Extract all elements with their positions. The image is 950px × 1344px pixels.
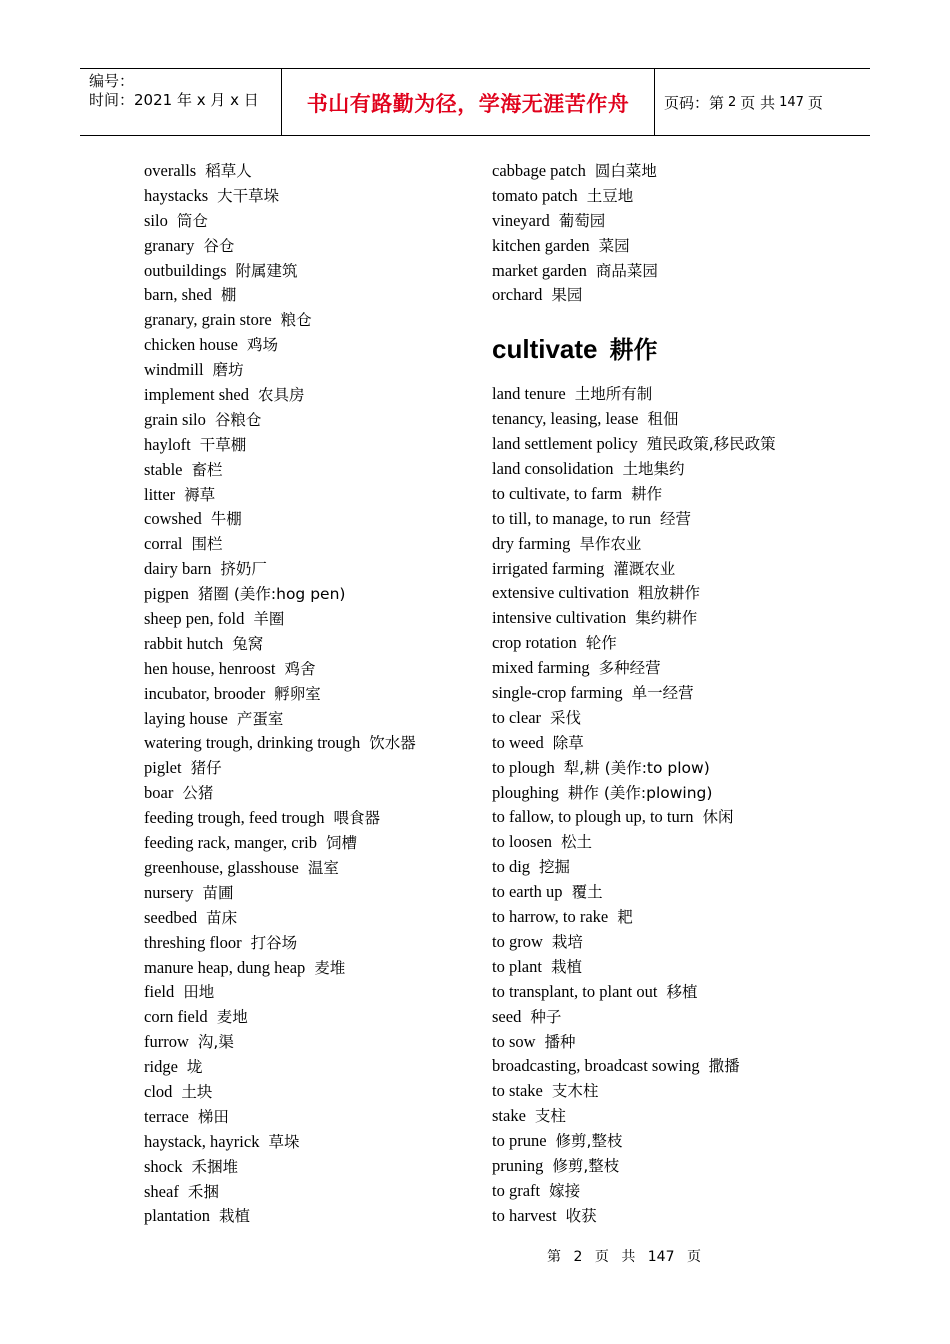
vocab-chinese: 粮仓 [280,311,312,330]
vocab-entry [144,308,474,333]
vocab-english: hayloft [144,434,191,454]
page-suffix: 页 [807,93,823,112]
vocab-english: outbuildings [144,260,227,280]
vocab-chinese: 土地集约 [622,460,685,479]
vocab-entry [492,1054,852,1079]
vocab-english: watering trough, drinking trough [144,733,361,753]
vocab-chinese: 干草棚 [199,435,247,454]
vocab-chinese: 菜园 [598,236,630,255]
vocab-chinese: 附属建筑 [235,261,298,280]
vocab-chinese: 温室 [307,858,339,877]
vocab-entry [144,1204,474,1229]
vocab-entry [492,432,852,457]
vocab-english: hen house, henroost [144,658,276,678]
vocab-chinese: 土豆地 [586,186,634,205]
vocab-english: barn, shed [144,285,212,305]
vocab-entry [492,1005,852,1030]
vocab-entry [492,631,852,656]
vocab-english: to harrow, to rake [492,907,609,927]
header-motto-cell [282,69,655,135]
header-page-total: 147 [779,94,804,110]
vocab-entry [492,955,852,980]
vocab-entry [144,209,474,234]
vocab-entry [144,1080,474,1105]
vocab-chinese: 灌溉农业 [613,559,676,578]
vocab-english: ridge [144,1057,178,1077]
vocab-entry [144,781,474,806]
vocab-english: field [144,982,175,1002]
vocab-entry [492,1179,852,1204]
vocab-entry [144,458,474,483]
vocab-english: to weed [492,732,544,752]
vocab-chinese: 羊圈 [253,610,285,629]
vocab-chinese: 大干草垛 [217,186,280,205]
vocab-english: ploughing [492,782,559,802]
vocab-english: to fallow, to plough up, to turn [492,807,694,827]
page-prefix: 页码：第 [664,93,725,112]
vocab-chinese: 挤奶厂 [220,560,267,579]
vocab-chinese: 麦地 [216,1008,248,1027]
vocab-entry [492,731,852,756]
vocab-chinese: 沟,渠 [197,1033,234,1052]
vocab-english: vineyard [492,210,550,230]
vocab-chinese: 褥草 [184,485,216,504]
vocab-chinese: 商品菜园 [595,261,658,280]
vocab-entry [144,1005,474,1030]
vocab-chinese: 禾捆 [187,1182,219,1201]
vocab-english: to till, to manage, to run [492,508,652,528]
vocab-english: furrow [144,1032,189,1052]
vocab-english: to graft [492,1180,541,1200]
vocab-english: land tenure [492,384,566,404]
footer-page-number: 2 [573,1249,583,1265]
vocab-chinese: 轮作 [585,634,617,653]
vocab-entry [144,980,474,1005]
vocab-english: intensive cultivation [492,608,627,628]
vocab-entry [144,806,474,831]
vocab-english: crop rotation [492,633,577,653]
vocab-chinese: 修剪,整枝 [555,1132,623,1151]
vocab-entry [144,657,474,682]
vocab-entry [144,1030,474,1055]
header-motto: 书山有路勤为径，学海无涯苦作舟 [306,92,630,116]
vocab-entry [492,880,852,905]
vocab-entry [492,1104,852,1129]
vocab-chinese: 挖掘 [539,858,571,877]
vocab-english: chicken house [144,335,238,355]
vocab-chinese: 圆白菜地 [594,162,657,180]
vocab-english: grain silo [144,409,206,429]
vocab-chinese: 支柱 [534,1107,566,1126]
vocab-english: kitchen garden [492,235,590,255]
vocab-chinese: 撒播 [708,1057,740,1076]
vocab-english: sheep pen, fold [144,609,245,629]
vocab-chinese: 麦堆 [314,958,346,977]
vocab-chinese: 围栏 [191,535,223,554]
vocab-entry [492,581,852,606]
vocab-chinese: 栽植 [550,957,582,976]
vocab-english: corn field [144,1007,208,1027]
footer-di: 第 [547,1249,562,1265]
vocab-entry [492,283,852,308]
vocab-chinese: 苗圃 [202,883,234,902]
vocab-entry [492,706,852,731]
vocab-chinese: 采伐 [550,708,582,727]
vocab-chinese: 嫁接 [549,1181,581,1200]
section-heading-en: cultivate [492,334,598,365]
vocab-entry [492,507,852,532]
vocab-english: overalls [144,161,197,180]
vocab-entry [492,681,852,706]
vocab-chinese: 单一经营 [631,684,694,703]
vocab-entry [144,159,474,184]
right-vocab-list-top [492,159,852,308]
vocab-english: feeding rack, manger, crib [144,833,317,853]
vocab-chinese: 孵卵室 [274,684,321,703]
vocab-entry [144,1055,474,1080]
vocab-english: corral [144,534,183,554]
vocab-entry [144,383,474,408]
vocab-entry [492,855,852,880]
vocab-english: to dig [492,857,531,877]
right-vocab-list-bottom [492,382,852,1228]
vocab-chinese: 棚 [220,286,237,305]
vocab-chinese: 租佃 [647,410,679,429]
vocab-chinese: 移植 [666,982,698,1001]
vocab-chinese: 土地所有制 [574,385,653,404]
vocab-entry [492,1129,852,1154]
vocab-entry [144,1155,474,1180]
vocab-english: extensive cultivation [492,583,630,603]
vocab-chinese: 鸡场 [246,336,278,355]
vocab-entry [492,756,852,781]
vocab-english: nursery [144,882,194,902]
vocab-entry [144,607,474,632]
vocab-entry [492,1079,852,1104]
vocab-entry [144,1105,474,1130]
vocab-entry [492,557,852,582]
vocab-english: to cultivate, to farm [492,483,623,503]
document-date: 时间：2021 年 x 月 x 日 [89,91,259,109]
vocab-english: to harvest [492,1205,557,1225]
left-vocab-column [144,159,474,1229]
vocab-english: to stake [492,1081,543,1101]
vocab-english: pigpen [144,584,189,604]
vocab-entry [144,507,474,532]
vocab-english: irrigated farming [492,558,605,578]
vocab-english: terrace [144,1106,189,1126]
vocab-entry [144,682,474,707]
vocab-chinese: 种子 [530,1007,562,1026]
vocab-entry [144,532,474,557]
vocab-chinese: 多种经营 [598,659,661,678]
vocab-chinese: 喂食器 [333,809,381,828]
vocab-english: to grow [492,931,543,951]
vocab-entry [144,333,474,358]
vocab-entry [144,483,474,508]
vocab-chinese: 覆土 [571,883,603,902]
vocab-entry [144,731,474,756]
vocab-entry [144,259,474,284]
vocab-chinese: 畜栏 [191,460,223,479]
vocab-chinese: 经营 [660,509,692,528]
footer-total-pages: 147 [647,1249,675,1265]
vocab-english: silo [144,210,168,230]
vocab-chinese: 垅 [186,1058,203,1077]
vocab-chinese: 鸡舍 [284,659,316,678]
vocab-entry [492,606,852,631]
vocab-entry [144,1130,474,1155]
vocab-english: seedbed [144,907,198,927]
vocab-chinese: 梯田 [197,1107,229,1126]
vocab-english: plantation [144,1206,210,1226]
vocab-english: dairy barn [144,559,212,579]
vocab-english: to clear [492,707,542,727]
vocab-chinese: 草垛 [268,1132,300,1151]
vocab-entry [492,805,852,830]
vocab-english: haystacks [144,185,209,205]
page-footer [0,1246,950,1266]
page-mid: 页 共 [740,93,776,112]
vocab-english: greenhouse, glasshouse [144,857,299,877]
vocab-entry [144,408,474,433]
vocab-entry [144,881,474,906]
vocab-chinese: 殖民政策,移民政策 [646,435,776,454]
vocab-chinese: 粗放耕作 [638,584,701,603]
vocab-english: to plough [492,757,555,777]
vocab-english: dry farming [492,533,571,553]
footer-ye-2: 页 [686,1249,701,1265]
vocab-english: to transplant, to plant out [492,981,658,1001]
vocab-entry [144,283,474,308]
vocab-english: cabbage patch [492,161,586,180]
vocab-entry [492,159,852,184]
vocab-entry [492,1154,852,1179]
vocab-entry [144,831,474,856]
vocab-english: stake [492,1106,526,1126]
page-header [80,68,870,136]
vocab-chinese: 猪仔 [190,759,222,778]
vocab-entry [492,184,852,209]
vocab-english: incubator, brooder [144,683,266,703]
vocab-entry [492,382,852,407]
vocab-english: manure heap, dung heap [144,957,306,977]
vocab-chinese: 休闲 [702,808,734,827]
vocab-entry [492,830,852,855]
document-number-label: 编号： [89,72,135,90]
vocab-chinese: 公猪 [182,784,214,803]
vocab-entry [144,707,474,732]
vocab-chinese: 稻草人 [205,162,252,180]
vocab-entry [144,906,474,931]
vocab-chinese: 耙 [617,908,633,927]
vocab-entry [492,905,852,930]
vocab-entry [144,931,474,956]
vocab-chinese: 犁,耕 (美作:to plow) [563,758,710,777]
vocab-entry [492,1030,852,1055]
vocab-chinese: 栽培 [551,932,583,951]
vocab-chinese: 饲槽 [325,834,357,853]
vocab-entry [492,457,852,482]
section-heading [492,324,852,374]
vocab-entry [492,259,852,284]
vocab-entry [144,756,474,781]
footer-ye: 页 [594,1249,609,1265]
vocab-entry [492,234,852,259]
vocab-english: feeding trough, feed trough [144,808,325,828]
vocab-english: granary, grain store [144,310,272,330]
vocab-english: tomato patch [492,185,578,205]
vocab-english: clod [144,1081,173,1101]
vocab-english: haystack, hayrick [144,1131,260,1151]
vocab-english: single-crop farming [492,683,623,703]
vocab-english: land consolidation [492,459,614,479]
vocab-chinese: 栽植 [218,1207,250,1226]
vocab-english: to earth up [492,882,563,902]
vocab-entry [492,781,852,806]
vocab-english: market garden [492,260,587,280]
vocab-chinese: 耕作 (美作:plowing) [567,783,713,802]
vocab-chinese: 旱作农业 [579,534,642,553]
vocab-english: land settlement policy [492,434,638,454]
vocab-chinese: 磨坊 [212,361,244,380]
vocab-english: orchard [492,285,543,305]
vocab-entry [492,482,852,507]
vocab-chinese: 兔窝 [232,634,264,653]
vocab-chinese: 集约耕作 [635,609,698,628]
header-page-cell [655,69,870,135]
vocab-entry [144,1180,474,1205]
vocab-english: sheaf [144,1181,179,1201]
vocab-chinese: 收获 [565,1206,597,1225]
vocab-english: broadcasting, broadcast sowing [492,1056,700,1076]
vocab-entry [144,557,474,582]
vocab-english: to plant [492,956,542,976]
vocab-chinese: 谷仓 [203,236,235,255]
vocab-english: mixed farming [492,658,590,678]
vocab-chinese: 播种 [544,1032,576,1051]
vocab-chinese: 葡萄园 [558,211,606,230]
vocab-english: tenancy, leasing, lease [492,409,639,429]
vocab-entry [492,407,852,432]
vocab-english: rabbit hutch [144,633,224,653]
vocab-english: cowshed [144,509,202,529]
vocab-chinese: 耕作 [631,484,663,503]
vocab-english: litter [144,484,176,504]
vocab-chinese: 修剪,整枝 [552,1156,620,1175]
vocab-chinese: 果园 [551,286,583,305]
vocab-english: threshing floor [144,932,242,952]
vocab-chinese: 松土 [561,833,593,852]
vocab-chinese: 除草 [552,733,584,752]
vocab-chinese: 产蛋室 [236,709,284,728]
vocab-english: granary [144,235,195,255]
footer-gong: 共 [621,1249,636,1265]
vocab-entry [144,184,474,209]
vocab-entry [492,532,852,557]
vocab-entry [492,656,852,681]
vocab-english: to loosen [492,832,553,852]
vocab-entry [492,209,852,234]
vocab-chinese: 支木柱 [551,1082,599,1101]
vocab-chinese: 土块 [181,1082,213,1101]
vocab-chinese: 猪圈 (美作:hog pen) [197,585,346,604]
vocab-chinese: 谷粮仓 [214,410,262,429]
header-info-cell [80,69,282,135]
vocab-english: piglet [144,758,182,778]
right-vocab-column [492,159,852,1229]
vocab-entry [144,358,474,383]
vocab-chinese: 牛棚 [210,510,242,529]
vocab-chinese: 禾捆堆 [191,1157,239,1176]
vocab-entry [144,632,474,657]
vocab-entry [144,234,474,259]
vocab-english: implement shed [144,385,249,405]
vocab-english: to sow [492,1031,536,1051]
vocab-chinese: 饮水器 [369,734,416,753]
vocab-entry [144,433,474,458]
vocab-entry [492,980,852,1005]
vocab-english: seed [492,1006,522,1026]
vocab-english: shock [144,1156,183,1176]
vocab-english: pruning [492,1155,544,1175]
vocab-entry [144,956,474,981]
vocab-english: windmill [144,360,204,380]
vocab-chinese: 田地 [183,983,215,1002]
header-page-number: 2 [728,94,737,110]
vocab-english: stable [144,459,183,479]
vocab-chinese: 筒仓 [176,211,208,230]
vocab-entry [144,582,474,607]
vocab-chinese: 苗床 [206,908,238,927]
section-heading-zh: 耕作 [609,336,658,365]
vocab-entry [144,856,474,881]
vocab-chinese: 打谷场 [250,933,298,952]
vocab-entry [492,930,852,955]
vocab-english: boar [144,783,174,803]
vocab-english: laying house [144,708,228,728]
vocab-entry [492,1204,852,1229]
vocab-chinese: 农具房 [257,386,305,405]
vocab-english: to prune [492,1131,547,1151]
